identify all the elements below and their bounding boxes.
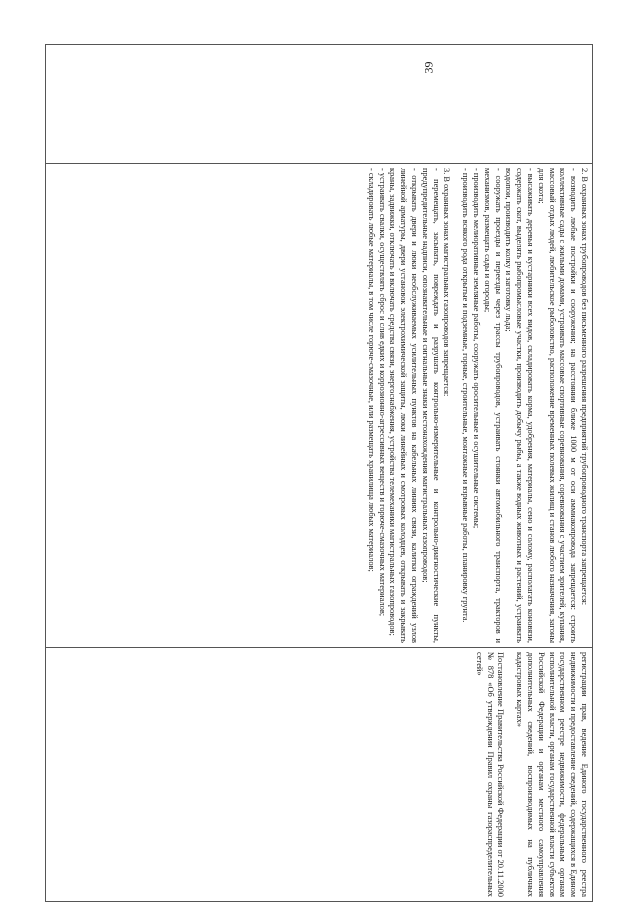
section-3-item: - устраивать свалки, осуществлять сброс и слив едких и коррозионно-агрессивных веществ и горюче-смазочных материалов; — [377, 168, 387, 617]
legal-basis-text: регистрации прав, ведение Единого государственного реестра недвижимости и предоставление сведений, содержащихся в Едином государственном реестре недвижимости, федеральным органам исполнительной власти, органам государственной власти субъектов Российской Федерации и органам местного самоуправления дополнительных сведений, воспроизводимых на публичных кадастровых картах» — [515, 652, 589, 897]
section-2-item: - сооружать проезды и переезды через трассы трубопроводов, устраивать стоянки автомобильного транспорта, тракторов и механизмов, размещать сады и огороды; — [482, 168, 503, 643]
section-2-item: - производить мелиоративные земляные работы, сооружать оросительные и осушительные системы; — [472, 168, 482, 529]
section-3-heading: 3. В охранных зонах магистральных газопроводов запрещается: — [442, 168, 452, 397]
page-number: 39 — [421, 61, 436, 74]
regulation-table — [45, 44, 593, 902]
section-3-item: - складировать любые материалы, в том числе горюче-смазочные, или размещать хранилища любых материалов; — [366, 168, 376, 572]
section-2-item: - возводить любые постройки и сооружения; на расстоянии ближе 1000 м от оси аммиакопровода запрещается: строить коллективные сады с жилыми домами, устраивать массовые спортивные соревнования, соревнования с участием зрителей, купания, массовый отдых людей, любительское рыболовство, расположение временных полевых жилищ и станов любого назначения, загоны для скота; — [536, 168, 579, 643]
section-2-item: - высаживать деревья и кустарники всех видов, складировать корма, удобрения, материалы, сено и солому, располагать коновязи, содержать скот, выделять рыбопромысловые участки, производить добычу рыбы, а также водных животных и растений, устраивать водопои, производить колку и заготовку льда; — [504, 168, 536, 643]
table-row — [46, 45, 593, 902]
legal-basis-decree: Постановление Правительства Российской Федерации от 20.11.2000 № 878 «Об утверждении Правил охраны газораспределительных сетей» — [474, 652, 506, 897]
empty-cell — [46, 45, 593, 164]
section-3-item: - открывать двери и люки необслуживаемых усилительных пунктов на кабельных линиях связи, калитки ограждений узлов линейной арматуры, двери установок электрохимической защиты, люки линейных и смотровых колодцев, открывать и закрывать краны, задвижки, отключать и включать средства связи, энергоснабжения, устройства телемеханики магистральных газопроводов; — [388, 168, 420, 643]
legal-basis-cell — [46, 648, 593, 902]
section-2-item: - производить всякого рода открытые и подземные, горные, строительные, монтажные и взрывные работы, планировку грунта. — [461, 168, 471, 623]
spacer — [451, 168, 459, 643]
section-2-heading: 2. В охранных зонах трубопроводов без письменного разрешения предприятий трубопроводного транспорта запрещается: — [580, 168, 589, 606]
section-3-item: - перемещать, засыпать, повреждать и разрушать контрольно-измерительные и контрольно-диагностические пункты, предупредительные надписи, опознавательные и сигнальные знаки местонахождения магистральных газопроводов; — [420, 168, 441, 643]
rotated-content — [45, 44, 593, 897]
spacer — [505, 652, 513, 897]
restrictions-cell — [46, 164, 593, 648]
